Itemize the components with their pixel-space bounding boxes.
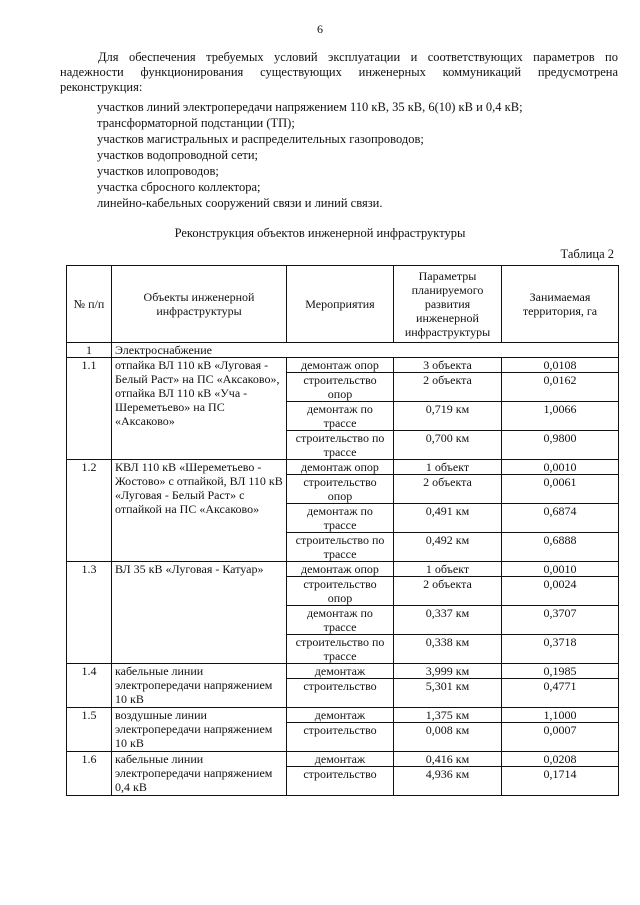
row-measure: строительство по трассе bbox=[287, 431, 394, 460]
section-title: Электроснабжение bbox=[112, 343, 619, 358]
row-param: 2 объекта bbox=[394, 577, 502, 606]
row-area: 0,0208 bbox=[502, 752, 619, 767]
row-param: 0,338 км bbox=[394, 635, 502, 664]
row-num: 1.3 bbox=[67, 562, 112, 664]
page-number: 6 bbox=[317, 22, 323, 36]
table-row bbox=[67, 664, 619, 679]
row-param: 2 объекта bbox=[394, 373, 502, 402]
row-param: 0,492 км bbox=[394, 533, 502, 562]
row-measure: демонтаж bbox=[287, 664, 394, 679]
row-measure: демонтаж bbox=[287, 708, 394, 723]
intro-paragraph: Для обеспечения требуемых условий эксплуатации и соответствующих параметров по надежности функционирования существующих инженерных коммуникаций предусмотрена реконструкция: bbox=[60, 50, 618, 94]
row-area: 1,0066 bbox=[502, 402, 619, 431]
row-measure: демонтаж по трассе bbox=[287, 402, 394, 431]
infrastructure-table bbox=[66, 265, 619, 796]
list-item: участка сбросного коллектора; bbox=[97, 180, 261, 194]
list-item: участков магистральных и распределительных газопроводов; bbox=[97, 132, 424, 146]
row-num: 1.1 bbox=[67, 358, 112, 460]
list-item: участков илопроводов; bbox=[97, 164, 219, 178]
row-area: 0,3707 bbox=[502, 606, 619, 635]
list-item: линейно-кабельных сооружений связи и линий связи. bbox=[97, 196, 383, 210]
row-measure: строительство опор bbox=[287, 475, 394, 504]
row-area: 0,0010 bbox=[502, 562, 619, 577]
row-param: 3,999 км bbox=[394, 664, 502, 679]
list-item: участков водопроводной сети; bbox=[97, 148, 259, 162]
row-measure: строительство по трассе bbox=[287, 533, 394, 562]
header-area: Занимаемая территория, га bbox=[502, 266, 619, 343]
table-row bbox=[67, 562, 619, 577]
header-num: № п/п bbox=[67, 266, 112, 343]
row-param: 1 объект bbox=[394, 460, 502, 475]
table-row bbox=[67, 752, 619, 767]
table-header-row bbox=[67, 266, 619, 343]
row-measure: демонтаж по трассе bbox=[287, 504, 394, 533]
row-measure: строительство bbox=[287, 767, 394, 796]
row-object: кабельные линии электропередачи напряжением 0,4 кВ bbox=[112, 752, 287, 796]
row-object: КВЛ 110 кВ «Шереметьево - Жостово» с отпайкой, ВЛ 110 кВ «Луговая - Белый Раст» с отпайкой на ПС «Аксаково» bbox=[112, 460, 287, 562]
row-area: 0,0010 bbox=[502, 460, 619, 475]
row-area: 0,3718 bbox=[502, 635, 619, 664]
row-param: 0,416 км bbox=[394, 752, 502, 767]
list-item: участков линий электропередачи напряжением 110 кВ, 35 кВ, 6(10) кВ и 0,4 кВ; bbox=[97, 100, 523, 114]
row-num: 1.5 bbox=[67, 708, 112, 752]
row-area: 0,9800 bbox=[502, 431, 619, 460]
row-measure: демонтаж опор bbox=[287, 562, 394, 577]
row-num: 1.2 bbox=[67, 460, 112, 562]
table-row bbox=[67, 708, 619, 723]
row-measure: демонтаж опор bbox=[287, 460, 394, 475]
row-measure: демонтаж опор bbox=[287, 358, 394, 373]
row-object: отпайка ВЛ 110 кВ «Луговая - Белый Раст» на ПС «Аксаково», отпайка ВЛ 110 кВ «Уча - Шереметьево» на ПС «Аксаково» bbox=[112, 358, 287, 460]
row-measure: демонтаж bbox=[287, 752, 394, 767]
row-param: 0,008 км bbox=[394, 723, 502, 752]
row-num: 1.4 bbox=[67, 664, 112, 708]
row-area: 0,0162 bbox=[502, 373, 619, 402]
row-area: 1,1000 bbox=[502, 708, 619, 723]
row-param: 1,375 км bbox=[394, 708, 502, 723]
row-param: 0,491 км bbox=[394, 504, 502, 533]
row-param: 0,337 км bbox=[394, 606, 502, 635]
row-param: 0,700 км bbox=[394, 431, 502, 460]
row-area: 0,0061 bbox=[502, 475, 619, 504]
table-label: Таблица 2 bbox=[560, 247, 614, 261]
row-area: 0,0024 bbox=[502, 577, 619, 606]
reconstruction-list bbox=[97, 99, 617, 211]
header-params: Параметры планируемого развития инженерной инфраструктуры bbox=[394, 266, 502, 343]
section-row bbox=[67, 343, 619, 358]
header-measures: Мероприятия bbox=[287, 266, 394, 343]
row-object: ВЛ 35 кВ «Луговая - Катуар» bbox=[112, 562, 287, 664]
row-measure: строительство опор bbox=[287, 577, 394, 606]
row-measure: строительство по трассе bbox=[287, 635, 394, 664]
row-measure: демонтаж по трассе bbox=[287, 606, 394, 635]
row-measure: строительство bbox=[287, 679, 394, 708]
table-row bbox=[67, 358, 619, 373]
row-num: 1.6 bbox=[67, 752, 112, 796]
table-caption: Реконструкция объектов инженерной инфраструктуры bbox=[174, 226, 466, 240]
row-area: 0,0007 bbox=[502, 723, 619, 752]
row-area: 0,6888 bbox=[502, 533, 619, 562]
header-objects: Объекты инженерной инфраструктуры bbox=[112, 266, 287, 343]
row-measure: строительство опор bbox=[287, 373, 394, 402]
row-area: 0,1985 bbox=[502, 664, 619, 679]
row-param: 4,936 км bbox=[394, 767, 502, 796]
row-param: 0,719 км bbox=[394, 402, 502, 431]
row-param: 3 объекта bbox=[394, 358, 502, 373]
row-area: 0,0108 bbox=[502, 358, 619, 373]
row-object: воздушные линии электропередачи напряжением 10 кВ bbox=[112, 708, 287, 752]
list-item: трансформаторной подстанции (ТП); bbox=[97, 116, 295, 130]
table-row bbox=[67, 460, 619, 475]
row-measure: строительство bbox=[287, 723, 394, 752]
section-num: 1 bbox=[67, 343, 112, 358]
row-param: 5,301 км bbox=[394, 679, 502, 708]
row-area: 0,6874 bbox=[502, 504, 619, 533]
row-object: кабельные линии электропередачи напряжением 10 кВ bbox=[112, 664, 287, 708]
row-area: 0,4771 bbox=[502, 679, 619, 708]
row-area: 0,1714 bbox=[502, 767, 619, 796]
row-param: 1 объект bbox=[394, 562, 502, 577]
row-param: 2 объекта bbox=[394, 475, 502, 504]
